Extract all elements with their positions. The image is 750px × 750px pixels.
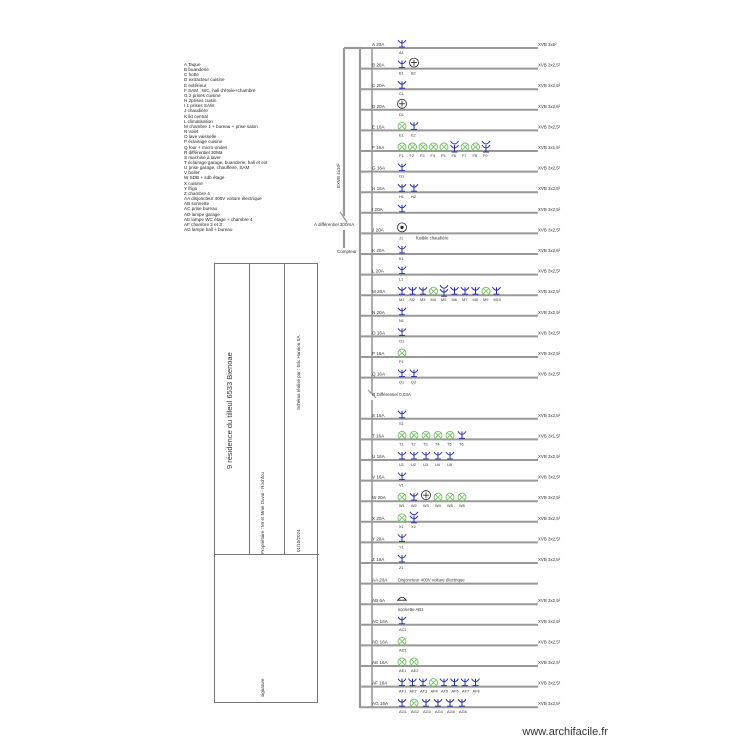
- light-icon: [398, 99, 407, 117]
- circuit-label: H 16A: [372, 186, 385, 192]
- cable-label: XVB 3x2,5²: [538, 289, 561, 295]
- circuit-F: [360, 141, 561, 158]
- bell-icon: [397, 597, 407, 600]
- circuit-G: [360, 164, 561, 179]
- cable-label: XVB 3x2,5²: [538, 515, 561, 521]
- circuit-W: [360, 491, 561, 509]
- outlet-icon: [398, 555, 406, 570]
- circuit-label: AB 6A: [372, 598, 386, 604]
- circuit-label: AE 16A: [372, 660, 388, 665]
- outlet-icon: [398, 287, 406, 302]
- device-tag: F2: [409, 153, 415, 158]
- circuit-note: fusible chaudière: [416, 235, 449, 241]
- outlet-icon: [398, 411, 406, 426]
- circuit-S: [360, 411, 561, 426]
- device-tag: T6: [459, 441, 464, 447]
- device-tag: M1: [399, 297, 405, 303]
- cable-label: XVB 3x2,5²: [538, 598, 561, 604]
- circuit-label: J 20A: [372, 227, 384, 233]
- circuit-label: L 20A: [372, 268, 384, 274]
- device-tag: J1: [399, 235, 404, 241]
- circuit-label: I 20A: [372, 206, 383, 212]
- device-tag: T1: [399, 441, 404, 447]
- outlet-icon: [409, 679, 417, 694]
- device-tag: M3: [420, 297, 426, 303]
- device-tag: B2: [411, 70, 416, 76]
- device-tag: F7: [462, 153, 467, 158]
- outlet-icon: [398, 370, 406, 385]
- cable-label: XVB 3x2,5²: [538, 309, 561, 315]
- device-tag: AG4: [435, 709, 443, 715]
- outlet-icon: [398, 534, 406, 549]
- legend-item: Z chambre 4: [184, 190, 210, 196]
- circuit-AE: [360, 658, 561, 673]
- circuit-E: [360, 122, 561, 137]
- cable-label: XVB 3x2,5²: [538, 330, 561, 336]
- device-tag: H1: [399, 194, 404, 200]
- circuit-U: [360, 452, 561, 467]
- circuit-label: AC 16A: [372, 618, 388, 624]
- device-tag: AG3: [423, 709, 431, 715]
- made-by-text: Schéma réalisé par : Eric Hanrion SA: [296, 335, 301, 410]
- circuit-label: O 16A: [372, 330, 386, 336]
- device-tag: X1: [399, 523, 404, 529]
- device-tag: F4: [430, 153, 436, 158]
- circuit-V: [360, 473, 561, 488]
- legend-item: AC prise bureau: [184, 206, 218, 212]
- outlet-icon: [440, 679, 448, 694]
- circuit-label: X 20A: [372, 515, 385, 521]
- circuit-AG: [360, 699, 561, 714]
- circuit-X: [360, 512, 561, 529]
- circuit-D: [360, 99, 561, 117]
- circuit-label: AG 16A: [372, 701, 389, 707]
- outlet-icon: [419, 679, 427, 694]
- legend-item: S machine à laver: [184, 154, 221, 160]
- circuit-label: E 16A: [372, 124, 385, 130]
- cable-label: XVB 3x2,5²: [538, 165, 561, 171]
- cable-label: XVB 3x2,5²: [538, 454, 561, 459]
- circuit-label: U 16A: [372, 454, 385, 459]
- legend-item: G 2 prises cuisine: [184, 92, 221, 98]
- device-tag: AF1: [399, 688, 407, 694]
- circuit-Y: [360, 534, 561, 549]
- device-tag: O1: [399, 338, 405, 344]
- device-tag: F8: [472, 153, 478, 158]
- project-title: 9 résidence du tilleul 6533 Bienoae: [225, 352, 234, 469]
- multi-icon: [410, 512, 418, 529]
- date-text: 01/10/2024: [296, 529, 301, 552]
- circuit-P: [360, 349, 561, 364]
- legend-item: X cuisine: [184, 180, 203, 186]
- cable-label: XVB 3x2,5²: [538, 536, 561, 542]
- device-tag: AF2: [409, 688, 417, 694]
- device-tag: C1: [399, 91, 404, 97]
- device-tag: H2: [411, 194, 416, 200]
- circuit-label: AA 20A: [372, 577, 388, 583]
- circuit-label: G 16A: [372, 165, 386, 171]
- outlet-icon: [398, 205, 406, 212]
- circuit-label: AF 16A: [372, 680, 388, 686]
- cable-label: XVB 3x2,5²: [538, 474, 561, 480]
- device-tag: V1: [399, 482, 404, 488]
- circuit-label: K 20A: [372, 248, 385, 253]
- circuit-T: [360, 431, 561, 446]
- circuit-label: S 16A: [372, 412, 385, 418]
- device-tag: L1: [399, 276, 404, 282]
- device-tag: E1: [399, 132, 404, 138]
- device-tag: AE1: [399, 668, 407, 673]
- circuit-Q: [360, 370, 561, 385]
- legend-item: O lave vaisselle: [184, 134, 217, 140]
- legend-item: J chaudière: [184, 108, 208, 114]
- main-differential-label: A différentiel 300mA: [314, 222, 355, 227]
- circuit-label: P 16A: [372, 351, 385, 356]
- circuit-C: [360, 81, 561, 96]
- signature-label: signature: [260, 678, 265, 697]
- legend-item: V boiler: [184, 170, 200, 176]
- outlet-icon: [446, 452, 454, 467]
- cable-label: XVB 3x2,5²: [538, 268, 561, 274]
- outlet-icon: [410, 493, 418, 508]
- cable-label: XVB 3x2,5²: [538, 62, 561, 68]
- outlet-icon: [410, 122, 418, 137]
- outlet-icon: [398, 184, 406, 199]
- device-tag: U2: [411, 462, 416, 467]
- outlet-icon: [398, 679, 406, 694]
- device-tag: M8: [472, 297, 478, 303]
- circuit-note: Disjoncteur 400V voiture électrique: [398, 577, 465, 583]
- device-tag: F9: [483, 153, 488, 158]
- cable-label: XVB 3x1,5²: [538, 433, 561, 439]
- outlet-icon: [398, 81, 406, 96]
- legend-item: AD lampe garage: [184, 211, 220, 217]
- cable-label: XVB 3x2,5²: [538, 206, 561, 212]
- outlet-icon: [398, 308, 406, 323]
- device-tag: T4: [435, 441, 440, 447]
- device-tag: W2: [411, 503, 417, 509]
- device-tag: AG1: [399, 709, 407, 715]
- device-tag: M9: [483, 297, 489, 303]
- outlet-icon: [451, 287, 459, 302]
- outlet-icon: [472, 679, 480, 694]
- cable-label: XVB 3x2,5²: [538, 227, 561, 233]
- outlet-icon: [410, 452, 418, 467]
- device-tag: AE2: [411, 668, 419, 673]
- device-tag: M5: [441, 297, 447, 303]
- cable-label: XVB 3x2,5²: [538, 186, 561, 192]
- outlet-icon: [422, 452, 430, 467]
- circuit-label: M 20A: [372, 289, 386, 295]
- circuit-N: [360, 308, 561, 323]
- device-tag: AF6: [451, 688, 459, 694]
- legend-item: E extérieur: [184, 82, 207, 88]
- outlet-icon: [398, 452, 406, 467]
- legend-item: M chambre 1 + bureau + prise salon: [184, 123, 258, 129]
- legend-item: K lkt central: [184, 113, 208, 119]
- outlet-icon: [410, 370, 418, 385]
- outlet-icon: [398, 328, 406, 343]
- cable-label: XVB 3x2,5²: [538, 639, 561, 645]
- cable-label: XVB 3x2,5²: [538, 701, 561, 707]
- cable-label: XVB 3x2,5²: [538, 351, 561, 356]
- circuit-label: N 20A: [372, 309, 385, 315]
- device-tag: W5: [447, 503, 453, 509]
- multi-icon: [451, 141, 459, 158]
- legend-item: A Taque: [184, 62, 201, 67]
- device-tag: W3: [423, 503, 429, 509]
- device-tag: T2: [411, 441, 416, 447]
- device-tag: Q1: [399, 379, 405, 385]
- legend-item: T éclairage garage, buanderie, hall et ext: [184, 159, 268, 165]
- outlet-icon: [461, 287, 469, 302]
- circuit-AB: [360, 597, 561, 612]
- outlet-icon: [409, 287, 417, 302]
- device-tag: K1: [399, 256, 404, 261]
- device-tag: AC1: [399, 626, 407, 632]
- cable-label: XVB 3x2,5²: [538, 412, 561, 418]
- device-tag: Y1: [399, 544, 404, 550]
- multi-icon: [440, 285, 448, 302]
- device-tag: U4: [435, 462, 440, 467]
- outlet-icon: [458, 431, 466, 446]
- device-tag: AG5: [447, 709, 455, 715]
- device-tag: B1: [399, 70, 404, 76]
- device-tag: AF4: [430, 688, 438, 694]
- circuit-O: [360, 328, 561, 343]
- device-tag: T3: [423, 441, 428, 447]
- device-tag: Q2: [411, 379, 417, 385]
- cable-label: XVB 3x2,5²: [538, 371, 561, 377]
- circuit-label: A 20A: [372, 42, 385, 47]
- device-tag: A1: [399, 50, 404, 55]
- outlet-icon: [398, 246, 406, 261]
- device-tag: AG6: [459, 709, 467, 715]
- cable-label: XVB 3x6²: [538, 42, 557, 47]
- owner-text: Propriétaire : Mr et Mme Duval - Rochfou: [260, 471, 265, 554]
- device-tag: F1: [399, 153, 404, 158]
- legend-item: P éclairage cuisine: [184, 139, 223, 145]
- device-tag: M10: [493, 297, 502, 303]
- outlet-icon: [419, 287, 427, 302]
- legend-item: Q four + micro-ondes: [184, 144, 228, 150]
- outlet-icon: [472, 287, 480, 302]
- legend-item: AB sonnette: [184, 201, 210, 207]
- device-tag: E2: [411, 132, 416, 138]
- legend-item: W SDB + sdb étage: [184, 175, 225, 181]
- device-tag: AF3: [420, 688, 428, 694]
- cable-label: XVB 3x2,5²: [538, 680, 561, 686]
- circuit-label: V 16A: [372, 474, 385, 480]
- outlet-icon: [451, 679, 459, 694]
- circuit-L: [360, 267, 561, 282]
- device-tag: P1: [399, 359, 404, 364]
- legend-item: AA disjoncteur 400V voiture électrique: [184, 196, 262, 202]
- circuit-AC: [360, 617, 561, 632]
- circuit-label: W 20A: [372, 495, 386, 501]
- legend-item: B buanderie: [184, 67, 209, 73]
- device-tag: S1: [399, 420, 404, 426]
- circuit-AA: [360, 578, 538, 584]
- circuit-label: D 20A: [372, 103, 385, 109]
- device-tag: F3: [420, 153, 425, 158]
- legend-item: Y frigo: [184, 185, 198, 191]
- device-tag: F6: [451, 153, 457, 158]
- device-tag: G1: [399, 173, 405, 179]
- legend-item: N volet: [184, 129, 199, 135]
- circuit-H: [360, 184, 561, 199]
- outlet-icon: [398, 473, 406, 488]
- cable-label: XVB 3x2,5²: [538, 83, 561, 89]
- circuit-label: Y 20A: [372, 536, 385, 542]
- circuit-A: [360, 40, 557, 55]
- circuit-label: T 16A: [372, 433, 385, 439]
- watermark: www.archifacile.fr: [522, 726, 608, 738]
- legend-item: D extracteur cuisine: [184, 77, 225, 83]
- differential-r-label: R Différentiel 0,03A: [372, 392, 411, 397]
- device-tag: M6: [451, 297, 457, 303]
- legend-item: L climatisation: [184, 118, 213, 124]
- device-tag: U1: [399, 462, 404, 467]
- circuit-label: AD 16A: [372, 639, 388, 645]
- meter-label: Compteur: [337, 249, 357, 254]
- cable-label: XVB 3x2,5²: [538, 660, 561, 665]
- legend-item: AG lampe hall + bureau: [184, 227, 233, 232]
- device-tag: AG2: [411, 709, 419, 715]
- circuit-label: Q 16A: [372, 371, 386, 377]
- outlet-icon: [434, 452, 442, 467]
- device-tag: W4: [435, 503, 441, 509]
- device-tag: Z1: [399, 565, 404, 570]
- cable-label: XVB 3x2,5²: [538, 557, 561, 562]
- circuit-K: [360, 246, 561, 261]
- cable-label: XVB 3x2,5²: [538, 103, 561, 109]
- circuit-note: sonnette AB1: [398, 607, 424, 613]
- incoming-cable-label: EXVB 4x10²: [336, 163, 341, 188]
- legend-item: U prise garage, chauffeire, SAM: [184, 165, 250, 171]
- circuit-AD: [360, 637, 561, 652]
- outlet-icon: [398, 61, 406, 76]
- light-icon: [410, 58, 419, 76]
- outlet-icon: [410, 184, 418, 199]
- outlet-icon: [461, 679, 469, 694]
- device-tag: M2: [409, 297, 415, 303]
- circuit-Z: [360, 555, 561, 570]
- cable-label: XVB 3x2,5²: [538, 618, 561, 624]
- circuit-label: Z 16A: [372, 557, 385, 562]
- circuit-M: [360, 285, 561, 302]
- device-tag: D1: [399, 111, 404, 117]
- device-tag: N1: [399, 317, 404, 323]
- circuit-label: B 20A: [372, 62, 385, 68]
- circuit-I: [360, 205, 561, 213]
- circuit-label: C 20A: [372, 83, 385, 89]
- cable-label: XVB 3x2,5²: [538, 124, 561, 130]
- legend-item: F SAM , WC, hall d'étoile+chambre: [184, 87, 256, 93]
- device-tag: U3: [423, 462, 428, 467]
- device-tag: M7: [462, 297, 468, 303]
- device-tag: F5: [441, 153, 446, 158]
- device-tag: AF5: [441, 688, 449, 694]
- legend-item: AF chambre 2 et 3: [184, 221, 222, 227]
- cable-label: XVB 3x1,5²: [538, 145, 561, 150]
- outlet-icon: [398, 267, 406, 282]
- light-icon: [422, 491, 431, 509]
- device-tag: AF7: [462, 688, 470, 694]
- cable-label: XVB 3x2,5²: [538, 248, 561, 253]
- legend-item: C hotte: [184, 72, 199, 78]
- device-tag: M4: [430, 297, 436, 303]
- device-tag: AD1: [399, 647, 407, 653]
- circuit-AF: [360, 679, 561, 694]
- circuit-label: F 16A: [372, 145, 385, 150]
- device-tag: X2: [411, 523, 416, 529]
- cable-label: XVB 3x2,5²: [538, 495, 561, 501]
- legend-item: I 1 prises SAM: [184, 103, 214, 109]
- device-tag: AF8: [472, 688, 480, 694]
- legend-item: R différentiel 30Ma: [184, 149, 223, 155]
- multi-icon: [482, 141, 490, 158]
- device-tag: U5: [447, 462, 452, 467]
- outlet-icon: [398, 40, 406, 55]
- circuit-B: [360, 58, 561, 76]
- fuse-icon: [398, 223, 407, 241]
- outlet-icon: [398, 164, 406, 179]
- legend-item: H 2prises cuisin: [184, 98, 217, 104]
- device-tag: W1: [399, 503, 405, 509]
- circuit-J: [360, 223, 561, 241]
- circuit-rows: [360, 40, 561, 714]
- device-tag: W6: [459, 503, 465, 509]
- device-tag: T5: [447, 441, 452, 447]
- legend-item: AE lampe WC étage + chambre 4: [184, 216, 253, 222]
